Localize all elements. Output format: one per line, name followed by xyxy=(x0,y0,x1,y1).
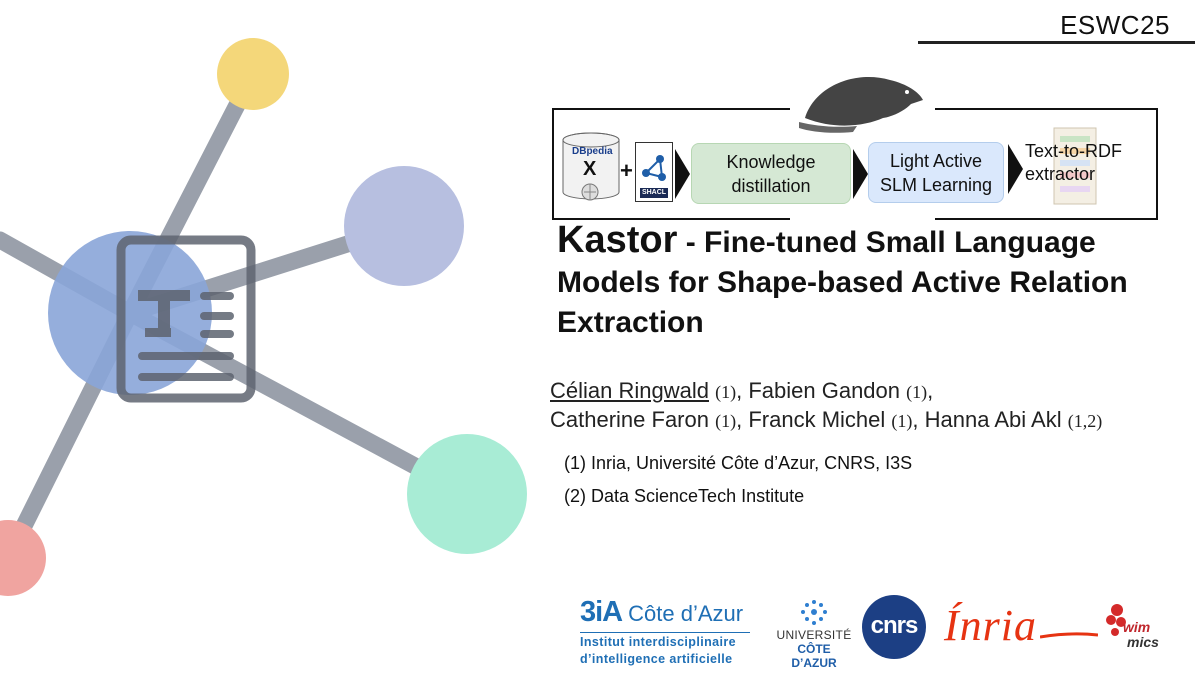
author-name: Hanna Abi Akl xyxy=(924,407,1062,432)
network-graph-illustration xyxy=(0,0,560,674)
stage-knowledge-distillation: Knowledge distillation xyxy=(691,143,851,204)
author-affiliation: (1,2) xyxy=(1067,411,1103,431)
conference-underline xyxy=(918,41,1195,44)
wikipedia-globe-icon xyxy=(580,182,600,202)
affiliation-line: (1) Inria, Université Côte d’Azur, CNRS, I3S xyxy=(564,453,913,473)
stage-light-active-slm-learning: Light Active SLM Learning xyxy=(868,142,1004,203)
logo-wimmics xyxy=(1103,600,1165,652)
pipeline-arrow xyxy=(853,149,868,199)
graph-node-center xyxy=(48,231,212,395)
title-dash: - xyxy=(677,226,705,259)
pipeline-arrow xyxy=(675,149,690,199)
author-affiliation: (1) xyxy=(715,382,737,402)
dbpedia-label: DBpedia xyxy=(572,146,613,157)
source-x-label: X xyxy=(583,158,597,180)
logo-3ia-sub: d’intelligence artificielle xyxy=(580,652,733,666)
title-kastor: Kastor xyxy=(557,219,678,261)
graph-node-red xyxy=(0,520,46,596)
logo-3ia-mark: 3iA xyxy=(580,596,623,628)
author-affiliation: (1) xyxy=(715,411,737,431)
author-affiliation: (1) xyxy=(891,411,913,431)
inria-swoosh xyxy=(1040,632,1098,640)
author-name: Fabien Gandon xyxy=(748,378,901,403)
uca-text: CÔTE D’AZUR xyxy=(791,642,837,670)
logo-inria: Ínria xyxy=(944,601,1037,650)
affiliation-line: (2) Data ScienceTech Institute xyxy=(564,486,805,506)
author-name: Catherine Faron xyxy=(550,407,709,432)
author-affiliation: (1) xyxy=(906,382,928,402)
stage-text-to-rdf-extractor: Text-to-RDF extractor xyxy=(1025,141,1123,184)
plus-sign: + xyxy=(620,158,633,183)
author-list: Célian Ringwald (1), Fabien Gandon (1), Catherine Faron (1), Franck Michel (1), Hanna Abi Akl (1,2) xyxy=(550,378,1103,432)
graph-node-yellow xyxy=(217,38,289,110)
author-name: Célian Ringwald xyxy=(550,378,709,403)
shacl-shape-icon xyxy=(635,142,673,202)
logo-3ia-place: Côte d’Azur xyxy=(628,601,744,626)
title-subtitle: Fine-tuned Small Language Models for Shape-based Active Relation Extraction xyxy=(557,226,1128,339)
uca-dots-icon xyxy=(797,598,831,628)
pipeline-arrow xyxy=(1008,144,1023,194)
logo-cnrs: cnrs xyxy=(862,595,926,659)
logo-universite-cote-dazur xyxy=(774,598,854,670)
shacl-label: SHACL xyxy=(641,189,667,196)
svg-text:wim: wim xyxy=(1123,619,1151,635)
logo-3ia-sub: Institut interdisciplinaire xyxy=(580,635,736,649)
logo-3ia-cote-dazur xyxy=(580,596,750,667)
svg-text:mics: mics xyxy=(1127,634,1159,650)
graph-node-green xyxy=(407,434,527,554)
uca-text: UNIVERSITÉ xyxy=(776,628,852,642)
author-name: Franck Michel xyxy=(748,407,886,432)
graph-node-purple xyxy=(344,166,464,286)
paper-title xyxy=(557,220,1193,343)
conference-label: ESWC25 xyxy=(1060,10,1170,40)
beaver-icon xyxy=(795,66,925,136)
